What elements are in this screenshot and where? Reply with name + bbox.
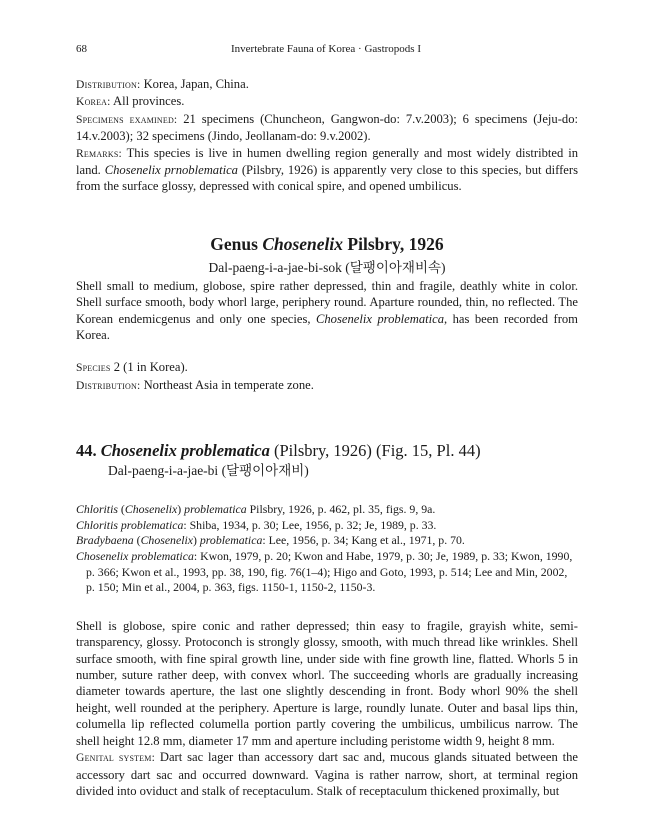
genus-species-line bbox=[76, 359, 578, 376]
korea-text: All provinces. bbox=[113, 94, 185, 109]
genus-title bbox=[76, 233, 578, 255]
synonym-citation: : Lee, 1956, p. 34; Kang et al., 1971, p. 70. bbox=[262, 533, 465, 548]
synonym-citation: Pilsbry, 1926, p. 462, pl. 35, figs. 9, 9a. bbox=[249, 502, 436, 517]
genus-korean-name bbox=[76, 258, 578, 278]
page-content bbox=[76, 76, 578, 799]
synonym-binomial: Chloritis problematica bbox=[76, 517, 184, 532]
genus-distribution-label: Distribution: bbox=[76, 378, 141, 392]
synonym-citation: : Shiba, 1934, p. 30; Lee, 1956, p. 32; Je, 1989, p. 33. bbox=[183, 517, 437, 532]
remarks-paragraph bbox=[76, 145, 578, 195]
remarks-species-name: Chosenelix prnoblematica bbox=[104, 163, 238, 178]
remarks-text-b: (Pilsbry, 1926) is apparently very close to this species, but differs from the surface glossy, depressed with conical spire, and opened umbilicus. bbox=[76, 163, 578, 194]
synonymy-list bbox=[76, 502, 578, 596]
genus-description-b: , has been recorded from Korea. bbox=[76, 311, 578, 343]
genital-system-label: Genital system: bbox=[76, 751, 156, 765]
genus-description-a: Shell small to medium, globose, spire rather depressed, thin and fragile, deathly white in color. Shell surface smooth, body whorl large, periphery round. Aparture rounded, thin, no reflected. The Korean endemicgenus and only one species, bbox=[76, 278, 578, 326]
distribution-line bbox=[76, 76, 578, 93]
remarks-label: Remarks: bbox=[76, 146, 122, 160]
species-author: (Pilsbry, 1926) (Fig. 15, Pl. 44) bbox=[274, 441, 481, 461]
genus-section bbox=[76, 278, 578, 394]
synonym-genus: Chloritis bbox=[76, 502, 118, 517]
genital-system-paragraph bbox=[76, 749, 578, 799]
synonym-entry bbox=[76, 518, 578, 534]
genus-prefix: Genus bbox=[210, 233, 258, 254]
genus-heading bbox=[76, 233, 578, 278]
synonym-epithet: problematica bbox=[184, 502, 247, 517]
distribution-label: Distribution: bbox=[76, 78, 141, 91]
synonym-binomial: Chosenelix problematica bbox=[76, 549, 194, 564]
species-description: Shell is globose, spire conic and rather depressed; thin easy to fragile, grayish white, semi-transparency, glossy. Protoconch is strongly glossy, smooth, with much thread like wrinkles. Shell surface smooth, with fine spiral growth line, under side with fine growth line, flatted. Whorls 5 in number, suture rather deep, with convex whorl. The succeeding whorls are gradually increasing diameter towards aperture, the last one slightly descending in front. Body whorl 90% the shell height, well rounded at the periphery. Aperture is large, roundly lunate. Outer and basal lips thin, columella lip reflected columella portion partly covering the umbilicus, umbilicus narrow. The shell height 12.8 mm, diameter 17 mm and aperture including peristome width 9, height 8 mm. bbox=[76, 618, 578, 748]
korea-label: Korea: bbox=[76, 95, 111, 109]
distribution-text: Korea, Japan, China. bbox=[143, 77, 249, 91]
specimens-label: Specimens examined: bbox=[76, 112, 178, 126]
synonym-epithet: problematica bbox=[199, 533, 263, 548]
previous-species-section bbox=[76, 76, 578, 195]
genus-name: Chosenelix bbox=[262, 233, 344, 254]
genus-species-text: 2 (1 in Korea). bbox=[113, 360, 188, 375]
genus-species-label: Species bbox=[76, 361, 111, 375]
synonym-citation: : Kwon, 1979, p. 20; Kwon and Habe, 1979, p. 30; Je, 1989, p. 33; Kwon, 1990, p. 366; Kwon et al., 1993, pp. 38, 190, fig. 76(1–4); Higo and Goto, 1993, p. 514; Lee and Min, 2002, p. 150; Min et al., 2004, p. 363, figs. 1150-1, 1150-2, 1150-3. bbox=[86, 549, 573, 595]
species-number: 44. bbox=[76, 441, 97, 461]
synonym-entry: Bradybaena (Chosenelix) problematica: Lee, 1956, p. 34; Kang et al., 1971, p. 70. bbox=[76, 533, 465, 548]
species-description-section bbox=[76, 618, 578, 799]
genus-description bbox=[76, 278, 578, 344]
synonym-genus: Bradybaena bbox=[76, 533, 134, 548]
genus-distribution-line bbox=[76, 377, 578, 394]
species-name: Chosenelix problematica bbox=[100, 441, 270, 461]
species-korean-hangul: (달팽이아재비) bbox=[221, 463, 309, 479]
species-title bbox=[76, 440, 578, 462]
genus-author: Pilsbry, 1926 bbox=[347, 233, 444, 254]
remarks-text-a: This species is live in humen dwelling region generally and most widely distribted in land. bbox=[76, 145, 578, 178]
genus-korean-romanized: Dal-paeng-i-a-jae-bi-sok bbox=[208, 259, 342, 275]
specimens-line bbox=[76, 111, 578, 145]
korea-line bbox=[76, 93, 578, 110]
synonym-entry bbox=[76, 549, 578, 596]
running-title: Invertebrate Fauna of Korea · Gastropods I bbox=[231, 43, 421, 55]
synonym-entry: Chloritis (Chosenelix) problematica Pilsbry, 1926, p. 462, pl. 35, figs. 9, 9a. bbox=[76, 502, 436, 517]
species-korean-romanized: Dal-paeng-i-a-jae-bi bbox=[108, 463, 219, 479]
specimens-text: 21 specimens (Chuncheon, Gangwon-do: 7.v.2003); 6 specimens (Jeju-do: 14.v.2003); 32 specimens (Jindo, Jeollanam-do: 9.v.2002). bbox=[76, 111, 579, 144]
synonym-subgenus: Chosenelix bbox=[140, 533, 193, 548]
species-heading bbox=[76, 440, 578, 480]
genital-system-text: Dart sac lager than accessory dart sac and, mucous glands situated between the accessory dart sac and occurred downward. Vagina is rather narrow, short, at terminal region divided into oviduct and stalk of receptaculum. Stalk of receptaculum thickened proximally, but bbox=[76, 750, 578, 798]
page-header bbox=[76, 43, 576, 59]
species-korean-name bbox=[76, 462, 578, 480]
genus-korean-hangul: (달팽이아재비속) bbox=[345, 259, 446, 275]
page-number: 68 bbox=[76, 43, 87, 55]
genus-distribution-text: Northeast Asia in temperate zone. bbox=[143, 377, 314, 392]
synonym-subgenus: Chosenelix bbox=[124, 502, 178, 517]
genus-description-species: Chosenelix problematica bbox=[315, 311, 445, 326]
